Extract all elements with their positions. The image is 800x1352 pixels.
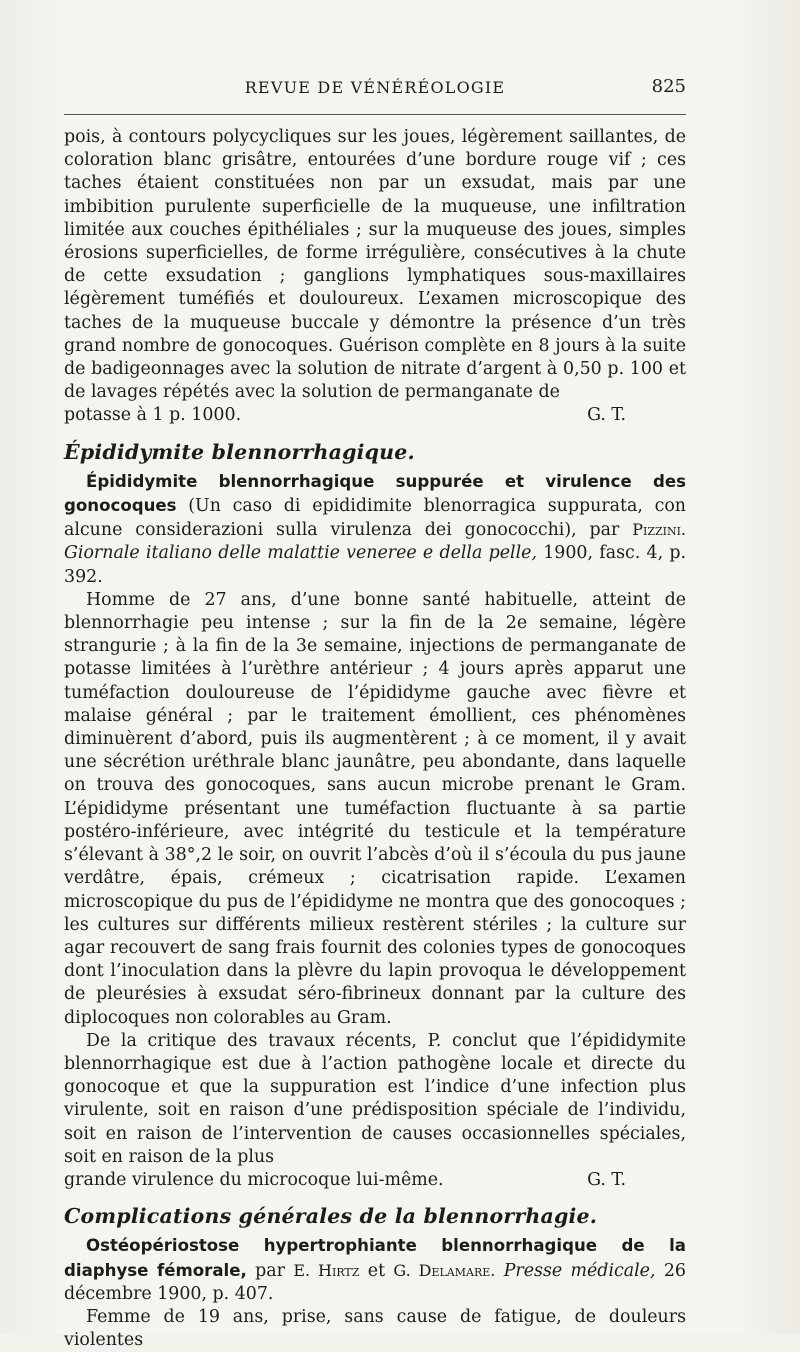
article2-title: Épididymite blennorrhagique suppurée et virulence des gonocoques	[64, 471, 686, 516]
article3-ref-tail: 26 décembre 1900, p. 407.	[64, 1260, 686, 1304]
article1-continuation: pois, à contours polycycliques sur les joues, légèrement saillantes, de coloration blanc grisâtre, entourées d’une bordure rouge vif ; ces taches étaient constituées non par un exsudat, mais par une imbibition purulente superficielle de la muqueuse, une infiltration limitée aux couches épithéliales ; sur la muqueuse des joues, simples érosions superficielles, de forme irrégulière, consécutives à la chute de cette exsudation ; ganglions lymphatiques sous-maxillaires légèrement tuméfiés et douloureux. L’examen microscopique des taches de la muqueuse buccale y démontre la présence d’un très grand nombre de gonocoques. Guérison complète en 8 jours à la suite de badigeonnages avec la solution de nitrate d’argent à 0,50 p. 100 et de lavages répétés avec la solution de permanganate de	[64, 127, 686, 403]
article3-author-1: E. Hirtz	[293, 1260, 360, 1280]
article2-journal: Giornale italiano delle malattie veneree e della pelle,	[64, 543, 537, 564]
header-rule	[64, 114, 686, 115]
article1-signature: G. T.	[587, 405, 626, 426]
article2-last-line-text: grande virulence du microcoque lui-même.	[64, 1169, 444, 1190]
article2-ref-tail: 1900, fasc. 4, p. 392.	[64, 543, 686, 587]
article3-author-2: G. Delamare.	[393, 1260, 496, 1280]
page-number: 825	[651, 76, 686, 97]
article2-last-line	[64, 1169, 686, 1192]
article2-paragraph-1: Homme de 27 ans, d’une bonne santé habituelle, atteint de blennorrhagie peu intense ; sur la fin de la 2e semaine, légère strangurie ; à la fin de la 3e semaine, injections de permanganate de potasse limitées à l’urèthre antérieur ; 4 jours après apparut une tuméfaction douloureuse de l’épididyme gauche avec fièvre et malaise général ; par le traitement émollient, ces phénomènes diminuèrent d’abord, puis ils augmentèrent ; à ce moment, il y avait une sécrétion uréthrale blanc jaunâtre, peu abondante, dans laquelle on trouva des gonocoques, sans aucun microbe prenant le Gram. L’épididyme présentant une tuméfaction fluctuante à sa partie postéro-inférieure, avec intégrité du testicule et la température s’élevant à 38°,2 le soir, on ouvrit l’abcès d’où il s’écoula du pus jaune verdâtre, épais, crémeux ; cicatrisation rapide. L’examen microscopique du pus de l’épididyme ne montra que des gonocoques ; les cultures sur différents milieux restèrent stériles ; la culture sur agar recouvert de sang frais fournit des colonies types de gonocoques dont l’inoculation dans la plèvre du lapin provoqua le développement de pleurésies à exsudat séro-fibrineux donnant par la culture des diplocoques non colorables au Gram.	[64, 589, 686, 1028]
article2-author: Pizzini.	[632, 520, 687, 540]
article1-last-line-text: potasse à 1 p. 1000.	[64, 405, 242, 426]
article1-last-line	[64, 404, 686, 427]
section-title-epididymite: Épididymite blennorrhagique.	[64, 439, 415, 464]
article3-ref-par: par	[255, 1260, 285, 1281]
section-title-complications: Complications générales de la blennorrhagie.	[64, 1204, 598, 1229]
article3-reference	[64, 1234, 686, 1306]
article3-title: Ostéopériostose hypertrophiante blennorrhagique de la diaphyse fémorale,	[64, 1236, 686, 1280]
running-title: REVUE DE VÉNÉRÉOLOGIE	[244, 78, 506, 97]
page-header	[64, 76, 686, 104]
article2-ref-before-author: (Un caso di epididimite blenorragica suppurata, con alcune considerazioni sulla virulenza dei gonococchi), par	[64, 496, 687, 541]
article3-ref-et: et	[367, 1260, 386, 1281]
article2-paragraph-2: De la critique des travaux récents, P. conclut que l’épididymite blennorrhagique est due à l’action pathogène locale et directe du gonocoque et que la suppuration est l’indice d’une infection plus virulente, soit en raison d’une prédisposition spéciale de l’individu, soit en raison de l’intervention de causes occasionnelles spéciales, soit en raison de la plus	[64, 1030, 686, 1167]
body-text	[64, 126, 686, 1352]
article3-journal: Presse médicale,	[503, 1260, 656, 1281]
article2-reference	[64, 470, 686, 589]
article3-paragraph-1: Femme de 19 ans, prise, sans cause de fatigue, de douleurs violentes	[64, 1306, 686, 1351]
article2-signature: G. T.	[587, 1169, 626, 1190]
